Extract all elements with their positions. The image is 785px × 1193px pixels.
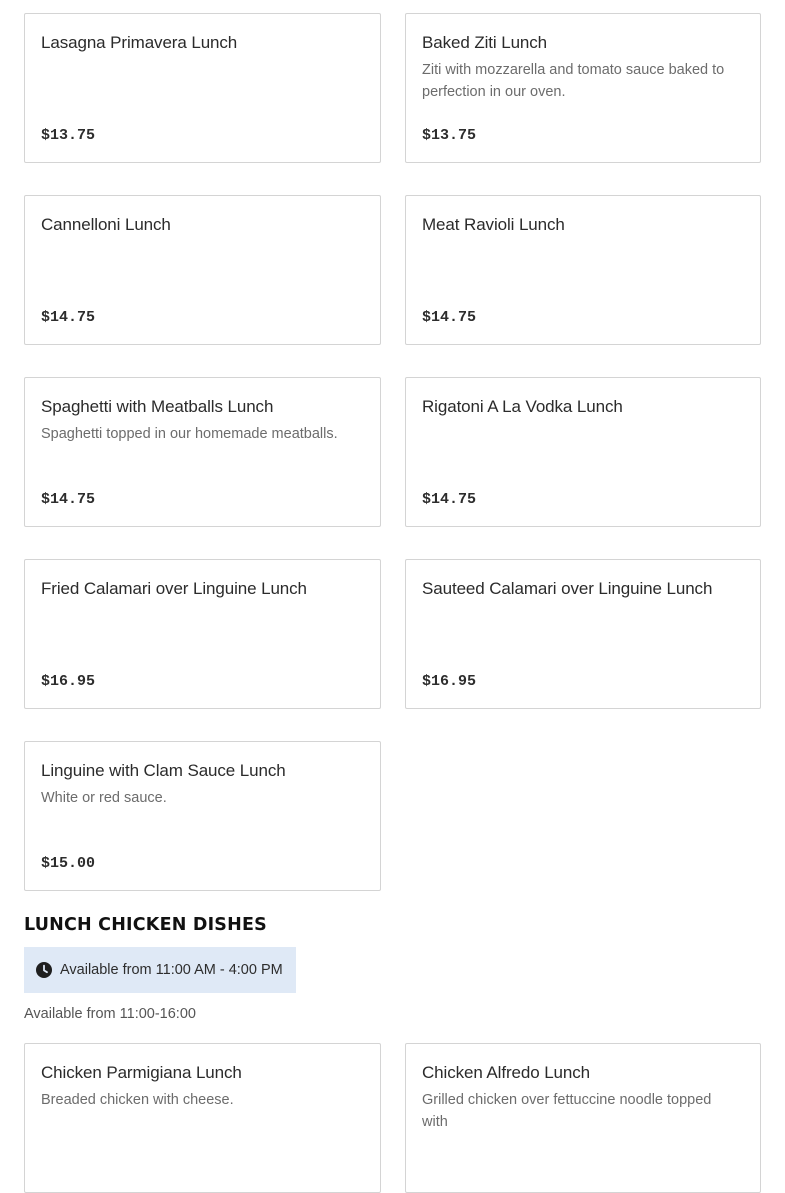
item-price: $15.00 (41, 855, 96, 872)
item-name: Linguine with Clam Sauce Lunch (41, 761, 286, 780)
menu-item-card[interactable] (24, 13, 381, 163)
item-price: $14.75 (41, 309, 96, 326)
item-price: $13.75 (422, 127, 477, 144)
menu-item-card[interactable] (24, 195, 381, 345)
availability-badge (24, 947, 296, 993)
item-name: Lasagna Primavera Lunch (41, 33, 238, 52)
menu-item-card[interactable] (405, 195, 761, 345)
item-name: Chicken Alfredo Lunch (422, 1063, 591, 1082)
item-name: Sauteed Calamari over Linguine Lunch (422, 579, 713, 598)
item-description: Grilled chicken over fettuccine noodle topped with (422, 1092, 712, 1130)
item-price: $16.95 (41, 673, 96, 690)
item-name: Rigatoni A La Vodka Lunch (422, 397, 623, 416)
item-price: $14.75 (41, 491, 96, 508)
item-price: $13.75 (41, 127, 96, 144)
clock-icon (36, 962, 52, 978)
availability-badge-text: Available from 11:00 AM - 4:00 PM (60, 962, 283, 978)
item-name: Cannelloni Lunch (41, 215, 171, 234)
menu-item-card[interactable] (405, 559, 761, 709)
menu-item-card[interactable] (24, 377, 381, 527)
item-description: Spaghetti topped in our homemade meatballs. (41, 426, 338, 442)
menu-item-card[interactable] (405, 377, 761, 527)
menu-item-card[interactable] (24, 559, 381, 709)
item-price: $16.95 (422, 673, 477, 690)
chicken-items-grid (24, 1043, 761, 1193)
menu-item-card[interactable] (24, 1043, 381, 1193)
item-name: Fried Calamari over Linguine Lunch (41, 579, 307, 598)
item-name: Meat Ravioli Lunch (422, 215, 565, 234)
section-title: LUNCH CHICKEN DISHES (24, 915, 267, 935)
menu-items-grid (24, 13, 761, 891)
menu-item-card[interactable] (405, 13, 761, 163)
item-description: White or red sauce. (41, 790, 167, 806)
item-description: Ziti with mozzarella and tomato sauce baked to perfection in our oven. (422, 62, 725, 100)
item-name: Baked Ziti Lunch (422, 33, 548, 52)
availability-note: Available from 11:00-16:00 (24, 1006, 196, 1022)
item-price: $14.75 (422, 491, 477, 508)
item-name: Chicken Parmigiana Lunch (41, 1063, 242, 1082)
item-name: Spaghetti with Meatballs Lunch (41, 397, 274, 416)
item-price: $14.75 (422, 309, 477, 326)
item-description: Breaded chicken with cheese. (41, 1092, 234, 1108)
menu-item-card[interactable] (24, 741, 381, 891)
menu-item-card[interactable] (405, 1043, 761, 1193)
